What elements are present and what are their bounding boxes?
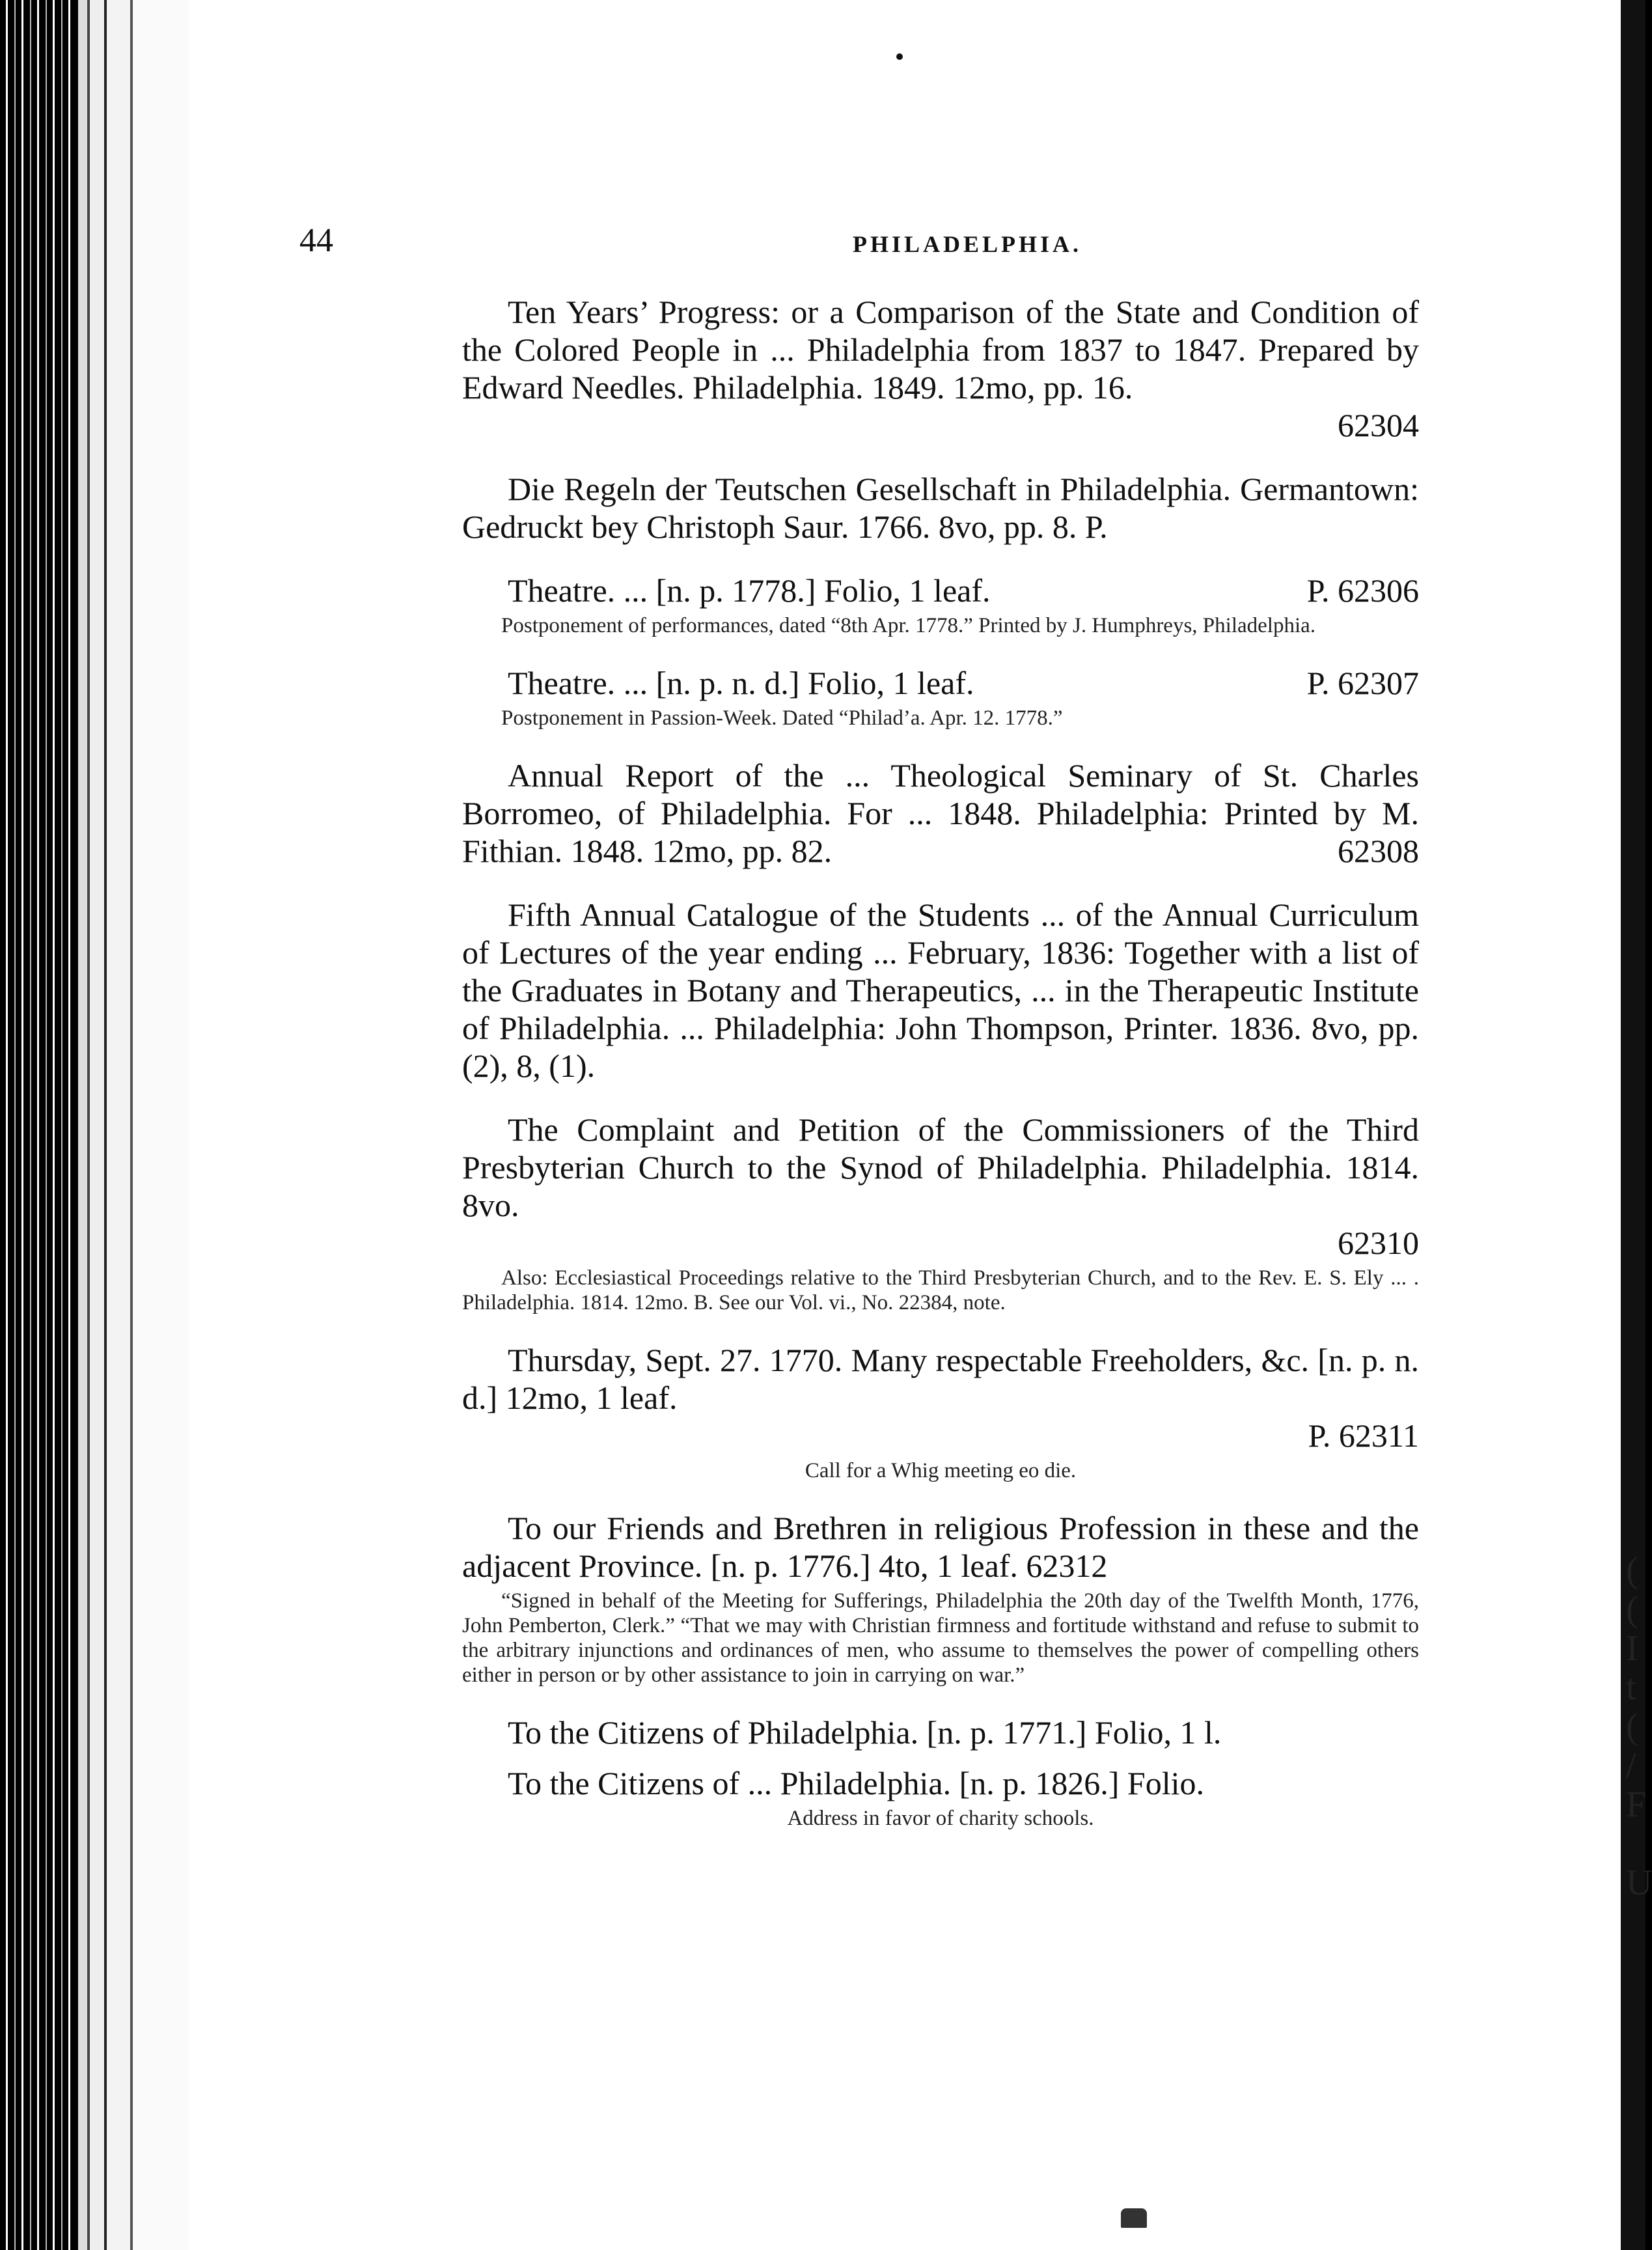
entry-number: P. 62306 [1306, 572, 1419, 609]
entry-note: Postponement of performances, dated “8th Apr. 1778.” Printed by J. Humphreys, Philadelphia. [501, 614, 1316, 637]
entry-citizens-1826 [462, 1764, 1419, 1831]
page-number: 44 [299, 222, 333, 259]
entry-therapeutic-institute [462, 896, 1419, 1085]
edge-fragment: I [1626, 1628, 1638, 1669]
entry-text: To the Citizens of ... Philadelphia. [n. p. 1826.] Folio. [508, 1765, 1204, 1801]
scan-artifact [1121, 2208, 1147, 2228]
entry-62312 [462, 1509, 1419, 1688]
entry-number: 62304 [1338, 407, 1419, 443]
entry-text: Ten Years’ Progress: or a Comparison of the State and Condition of the Colored People in ... Philadelphia from 1837 to 1847. Prepared by Edward Needles. Philadelphia. 1849. 12mo, pp. 16. [462, 294, 1419, 406]
entry-number: 62308 [1338, 833, 1419, 869]
entry-text: Die Regeln der Teutschen Gesellschaft in Philadelphia. Germantown: Gedruckt bey Christoph Saur. 1766. 8vo, pp. 8. P. [462, 471, 1419, 545]
entry-note: Also: Ecclesiastical Proceedings relative to the Third Presbyterian Church, and to the Rev. E. S. Ely ... . Philadelphia. 1814. 12mo. B. See our Vol. vi., No. 22384, note. [462, 1266, 1419, 1314]
entry-62307 [462, 664, 1419, 730]
printer-dot [896, 53, 903, 60]
entry-text: Theatre. ... [n. p. n. d.] Folio, 1 leaf. [508, 665, 974, 701]
entry-text: Annual Report of the ... Theological Seminary of St. Charles Borromeo, of Philadelphia. For ... 1848. Philadelphia: Printed by M. Fithian. 1848. 12mo, pp. 82. [462, 757, 1419, 869]
entry-number: P. 62307 [1306, 665, 1419, 701]
entry-62311 [462, 1341, 1419, 1483]
edge-fragment: t [1626, 1667, 1636, 1708]
entry-62306 [462, 572, 1419, 638]
edge-fragment: ( [1626, 1589, 1638, 1630]
entry-text: Thursday, Sept. 27. 1770. Many respectable Freeholders, &c. [n. p. n. d.] 12mo, 1 leaf. [462, 1342, 1419, 1416]
running-head: PHILADELPHIA. [853, 231, 1082, 257]
page-gutter [78, 0, 189, 2250]
entry-text: Theatre. ... [n. p. 1778.] Folio, 1 leaf. [508, 572, 991, 609]
edge-fragment: F [1626, 1785, 1647, 1825]
entry-teutschen-gesellschaft [462, 470, 1419, 546]
entry-number: P. 62311 [1308, 1417, 1419, 1454]
book-edge-left [0, 0, 72, 2250]
entry-text: To the Citizens of Philadelphia. [n. p. 1771.] Folio, 1 l. [508, 1714, 1222, 1751]
entry-62308 [462, 757, 1419, 870]
catalogue-entries [462, 293, 1419, 1857]
entry-note: Postponement in Passion-Week. Dated “Philad’a. Apr. 12. 1778.” [501, 706, 1063, 730]
entry-text: Fifth Annual Catalogue of the Students ... of the Annual Curriculum of Lectures of the year ending ... February, 1836: Together with a list of the Graduates in Botany and Therapeutics, ... in the Therapeutic Institute of Philadelphia. ... Philadelphia: John Thompson, Printer. 1836. 8vo, pp. (2), 8, (1). [462, 896, 1419, 1084]
entry-citizens-1771 [462, 1714, 1419, 1751]
edge-fragment: U [1626, 1863, 1652, 1903]
entry-62304 [462, 293, 1419, 444]
entry-note: “Signed in behalf of the Meeting for Sufferings, Philadelphia the 20th day of the Twelfth Month, 1776, John Pemberton, Clerk.” “That we may with Christian firmness and fortitude withstand and refuse to submit to the arbitrary injunctions and ordinances of men, who assume to themselves the power of compelling others either in person or by other assistance to join in carrying on war.” [462, 1589, 1419, 1687]
edge-fragment: / [1626, 1745, 1636, 1786]
edge-fragment: ( [1626, 1706, 1638, 1747]
page-header [299, 221, 1471, 260]
entry-62310 [462, 1111, 1419, 1315]
entry-text: To our Friends and Brethren in religious Profession in these and the adjacent Province. [n. p. 1776.] 4to, 1 leaf. 62312 [462, 1510, 1419, 1584]
entry-number: 62310 [1338, 1225, 1419, 1261]
entry-note: Call for a Whig meeting eo die. [805, 1459, 1077, 1482]
edge-fragment: ( [1626, 1550, 1638, 1590]
entry-note: Address in favor of charity schools. [787, 1807, 1094, 1830]
book-edge-right [1621, 0, 1645, 2250]
entry-text: The Complaint and Petition of the Commissioners of the Third Presbyterian Church to the Synod of Philadelphia. Philadelphia. 1814. 8vo. [462, 1111, 1419, 1223]
